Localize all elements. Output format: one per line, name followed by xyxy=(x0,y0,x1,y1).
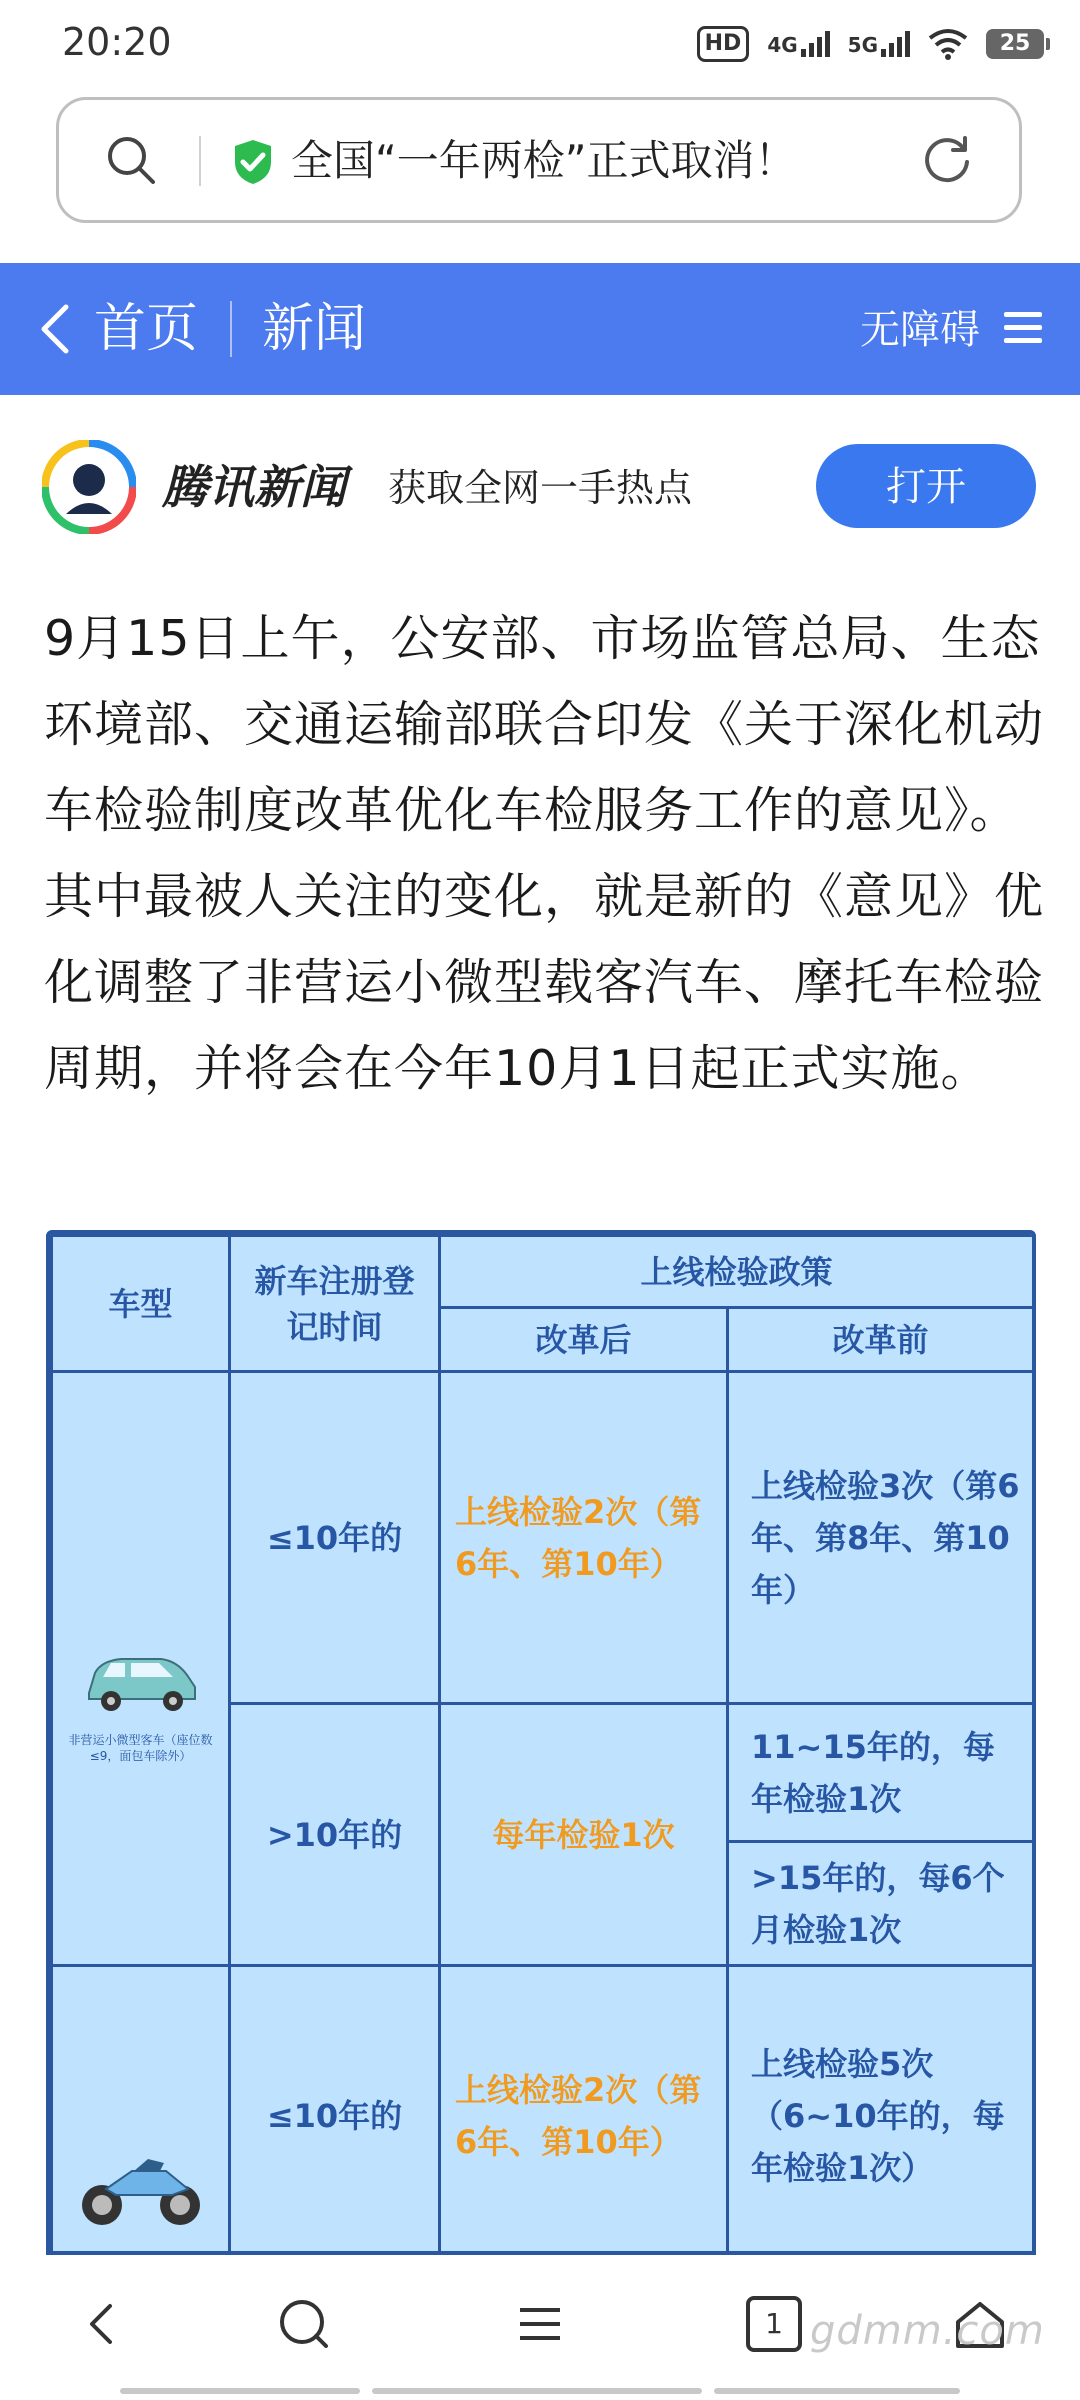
net-label-5g: 5G xyxy=(847,33,878,57)
moto-row1-reg: ≤10年的 xyxy=(230,1966,440,2256)
car-row1-reg: ≤10年的 xyxy=(230,1372,440,1704)
gesture-bar-right xyxy=(714,2388,960,2394)
hd-indicator: HD xyxy=(697,26,750,62)
search-icon[interactable] xyxy=(105,134,157,186)
motorcycle-icon xyxy=(76,2149,206,2229)
app-name: 腾讯新闻 xyxy=(162,460,346,514)
car-caption: 非营运小微型客车（座位数≤9，面包车除外） xyxy=(68,1733,213,1763)
back-chevron-icon[interactable] xyxy=(36,301,76,357)
car-row1-before: 上线检验3次（第6年、第8年、第10年） xyxy=(728,1372,1034,1704)
moto-row1-before: 上线检验5次（6~10年的，每年检验1次） xyxy=(728,1966,1034,2256)
back-icon[interactable] xyxy=(70,2292,134,2356)
net-label-4g: 4G xyxy=(767,33,798,57)
status-bar xyxy=(0,0,1080,88)
header-after-reform: 改革后 xyxy=(440,1308,728,1372)
header-inspection-policy: 上线检验政策 xyxy=(440,1236,1034,1308)
car-row1-after: 上线检验2次（第6年、第10年） xyxy=(440,1372,728,1704)
car-row2-after: 每年检验1次 xyxy=(440,1704,728,1966)
car-row2-before-b: >15年的，每6个月检验1次 xyxy=(728,1842,1034,1966)
status-time: 20:20 xyxy=(62,20,172,64)
header-divider xyxy=(230,301,232,357)
car-vehicle-cell xyxy=(52,1372,230,1966)
car-row2-before-a: 11~15年的，每年检验1次 xyxy=(728,1704,1034,1842)
status-icons xyxy=(697,20,1044,68)
car-row2-reg: >10年的 xyxy=(230,1704,440,1966)
search-nav-icon[interactable] xyxy=(272,2292,336,2356)
moto-vehicle-cell xyxy=(52,1966,230,2256)
gesture-bar-left xyxy=(120,2388,360,2394)
page-title[interactable]: 全国“一年两检”正式取消！ xyxy=(291,136,797,185)
nav-news-link[interactable]: 新闻 xyxy=(262,299,367,359)
signal-5g-icon xyxy=(848,31,910,57)
watermark-text: gdmm.com xyxy=(810,2308,1045,2354)
secure-shield-icon xyxy=(231,138,275,186)
reload-icon[interactable] xyxy=(919,132,975,188)
article-paragraph: 9月15日上午，公安部、市场监管总局、生态环境部、交通运输部联合印发《关于深化机动车检验制度改革优化车检服务工作的意见》。其中最被人关注的变化，就是新的《意见》优化调整了非营运小微型载客汽车、摩托车检验周期，并将会在今年10月1日起正式实施。 xyxy=(44,610,1045,1097)
bottom-nav xyxy=(0,2256,1080,2400)
battery-icon: 25 xyxy=(986,29,1044,59)
moto-row1-after: 上线检验2次（第6年、第10年） xyxy=(440,1966,728,2256)
app-slogan: 获取全网一手热点 xyxy=(388,466,693,510)
header-registration-time: 新车注册登记时间 xyxy=(230,1236,440,1372)
tabs-count-button[interactable]: 1 xyxy=(746,2296,802,2352)
policy-table-image xyxy=(46,1230,1036,2255)
car-icon xyxy=(81,1647,201,1717)
address-divider xyxy=(199,136,201,186)
app-promo-banner xyxy=(0,400,1080,570)
site-header xyxy=(0,263,1080,395)
tencent-news-logo-icon xyxy=(42,440,136,534)
menu-icon[interactable] xyxy=(1004,309,1042,347)
header-vehicle-type: 车型 xyxy=(52,1236,230,1372)
open-app-button[interactable]: 打开 xyxy=(816,444,1036,528)
accessibility-link[interactable]: 无障碍 xyxy=(860,307,980,353)
policy-table xyxy=(50,1234,1035,2255)
address-bar[interactable] xyxy=(56,97,1022,223)
signal-4g-icon xyxy=(767,31,829,57)
menu-nav-icon[interactable] xyxy=(508,2292,572,2356)
wifi-icon xyxy=(928,28,968,60)
header-before-reform: 改革前 xyxy=(728,1308,1034,1372)
nav-home-link[interactable]: 首页 xyxy=(94,299,199,359)
gesture-bar-center xyxy=(372,2388,702,2394)
